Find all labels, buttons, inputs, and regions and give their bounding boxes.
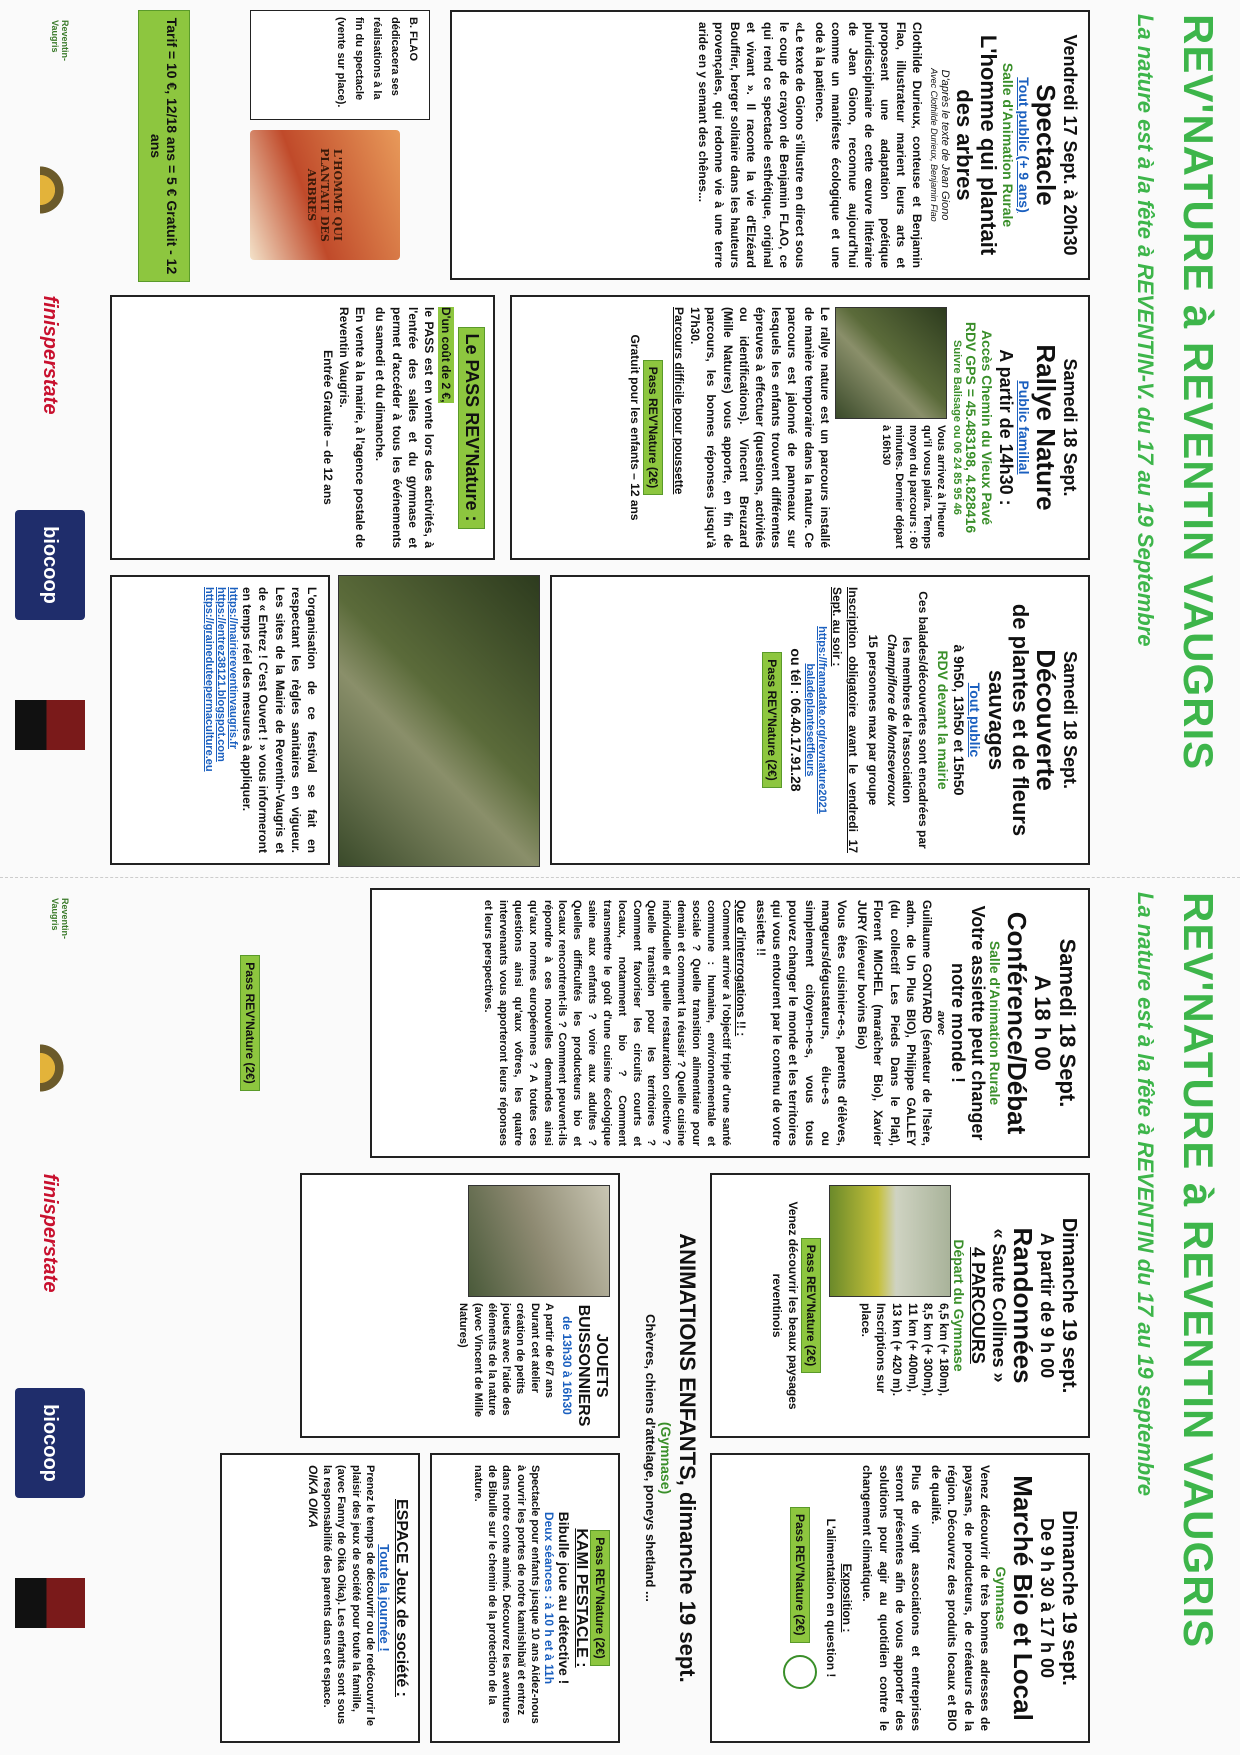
spectacle-title: L'homme qui plantait des arbres [951, 34, 1001, 256]
rallye-date: Samedi 18 Sept. [1060, 358, 1080, 497]
kami-title: KAMI PESTACLE : [573, 1528, 590, 1668]
conference-pass-wrap [120, 888, 360, 1158]
rallye-stroller: Parcours difficile pour poussette [672, 307, 687, 495]
spectacle-extra [110, 10, 440, 280]
conference-pass: Pass REV'Nature (2€) [240, 955, 260, 1091]
spectacle-venue: Salle d'Animation Rurale [999, 62, 1016, 228]
rando-depart: Départ du Gymnase [950, 1239, 967, 1372]
page1-logo-finisperstate: finisperstate [39, 295, 62, 415]
spectacle-signing-box [250, 10, 430, 120]
decouverte-text: Ces balades/découvertes sont encadrées par les membres de l'association [900, 591, 931, 849]
decouverte-inscription: Inscription obligatoire avant le vendredi 17 Sept. au soir : [829, 587, 860, 853]
conference-questions: Comment arriver à l'objectif triple d'une santé commune : humaine, environnementale et sociale ? Quelle transition alimentaire pour demain et comment la réussir ? Quelle cuisine individuelle et quelle restauration collective ? Quelle transition pour les territoires ? Comment favoriser les circuits courts et locaux, notamment bio ? Comment transmettre le goût d'une cuisine écologique saine aux enfants ? voire aux adultes ? Quelles difficultés les producteurs bio et locaux rencontrent-ils ? Comment peuvent-ils répondre à ces nouvelles demandes ainsi qu'aux normes européennes ? A toutes ces questions ainsi qu'aux vôtres, les quatre intervenants vous apporteront leurs réponses et leurs perspectives. [482, 900, 732, 1146]
page1-logo-biocoop: biocoop [15, 510, 85, 620]
page2-logos [0, 878, 100, 1755]
page2-banner-title: REV'NATURE à REVENTIN VAUGRIS [1175, 892, 1222, 1649]
spectacle-poster-text: L'HOMME QUI PLANTAIT DES ARBRES [305, 148, 345, 242]
spectacle-panel [450, 10, 1090, 280]
rallye-access: Accès Chemin du Vieux Pavé [978, 329, 995, 526]
decouverte-title: Découverte [1031, 649, 1061, 791]
jeux-panel [220, 1453, 420, 1743]
rallye-arrival: Vous arrivez à l'heure qu'il vous plaira. Temps moyen du parcours : 60 minutes. Dernier départ à 16h30 [879, 425, 947, 550]
decouverte-assoc: Champiflore de Montseveroux [884, 633, 899, 807]
conference-title: Votre assiette peut changer notre monde ! [947, 905, 988, 1141]
conference-date: Samedi 18 Sept. [1055, 938, 1080, 1108]
animations-pass: Pass REV'Nature (2€) [590, 1530, 610, 1666]
jeux-text: Prenez le temps de découvrir ou de redécouvrir le plaisir des jeux de société pour toute la famille, (avec Fanny de Oika Oika). Les enfants sont sous la responsabilité des parents dans cet espace. [321, 1465, 376, 1727]
kami-text: Spectacle pour enfants jusque 10 ans Aidez-nous à ouvrir les portes de notre kamishibaï et entrez dans notre conte animé. Découvrez les aventures de Bibulle sur le chemin de la protection de la nature. [471, 1465, 541, 1724]
page1-banner-title: REV'NATURE à REVENTIN VAUGRIS [1175, 14, 1222, 771]
decouverte-phone: ou tél : 06.40.17.91.28 [788, 648, 805, 792]
decouverte-title2: de plantes et de fleurs sauvages [983, 603, 1033, 837]
animations-sub: Chèvres, chiens d'attelage, poneys shetland ... [643, 1314, 658, 1602]
jouets-time: de 13h30 à 16h30 [560, 1316, 574, 1415]
kami-panel [430, 1453, 620, 1743]
conference-type: Conférence/Débat [1001, 911, 1032, 1135]
page2-logo-biocoop: biocoop [15, 1388, 85, 1498]
marche-date: Dimanche 19 sept. [1058, 1510, 1080, 1686]
pass-free: Entrée Gratuite – de 12 ans [320, 350, 335, 505]
page2-logo-mountain: Reventin-Vaugris [50, 898, 70, 940]
plants-photo [338, 575, 540, 867]
animations-title: ANIMATIONS ENFANTS, dimanche 19 sept. [675, 1233, 700, 1683]
conference-questions-title: Que d'interrogations !! : [733, 900, 748, 1037]
jeux-time: Toute la journée ! [377, 1544, 392, 1652]
rando-sub: « Saute Collines » [988, 1228, 1009, 1383]
marche-pass-wrap [783, 1465, 817, 1731]
marche-expo: L'alimentation en question ! [824, 1518, 839, 1678]
rallye-title: Rallye Nature [1031, 344, 1061, 511]
rando-text: Venez découvrir les beaux paysages reventinois [769, 1201, 800, 1410]
animations-venue: (Gymnase) [658, 1421, 674, 1495]
conference-panel [370, 888, 1090, 1158]
rallye-pass-wrap [643, 307, 663, 548]
rando-count: 4 PARCOURS [967, 1247, 988, 1364]
page2-logo-finisperstate: finisperstate [39, 1173, 62, 1293]
page1-logos [0, 0, 100, 877]
spectacle-price-box [138, 10, 190, 282]
spectacle-date: Vendredi 17 Sept. à 20h30 [1060, 34, 1080, 256]
page1-banner-subtitle: La nature est à la fête à REVENTIN-V. du 17 au 19 Septembre [1133, 14, 1158, 647]
conference-time: A 18 h 00 [1030, 975, 1055, 1071]
decouverte-times: à 9h50, 13h50 et 15h50 [951, 644, 968, 796]
pass-title-wrap [458, 307, 485, 548]
rando-body [821, 1185, 951, 1426]
spectacle-price: Tarif = 10 €, 12/18 ans = 5 € Gratuit - 12 ans [148, 17, 180, 275]
animations-header [630, 1173, 700, 1743]
pass-panel [110, 295, 495, 560]
rallye-photo [835, 307, 947, 419]
rallye-pass: Pass REV'Nature (2€) [643, 360, 663, 496]
organisation-panel [110, 575, 330, 865]
rando-inscr: Inscriptions sur place. [858, 1303, 889, 1394]
spectacle-quote: «Le texte de Giono s'illustre en direct sous le coup de crayon de Benjamin FLAO, ce qui rend ce spectacle esthétique, original et vivant ». Il raconte la vie d'Elzéard Bouffier, berger solitaire dans les hauteurs provençales, qui redonne vie à une terre aride en y semant des chênes... [695, 22, 808, 268]
spectacle-credits: Avec Clothilde Durieux, Benjamin Flao [929, 68, 940, 222]
rallye-free: Gratuit pour les enfants – 12 ans [627, 334, 642, 521]
jeux-oika: OIKA OIKA [305, 1465, 320, 1528]
flyer-page-1 [0, 0, 1240, 877]
rando-panel [710, 1173, 1090, 1438]
decouverte-link[interactable]: https://framadate.org/revnature2021 [816, 626, 829, 814]
marche-venue: Gymnase [992, 1566, 1009, 1630]
organisation-link1[interactable]: https://mairiereventinvaugris.fr [227, 587, 240, 749]
page2-rotated-canvas [0, 878, 1240, 1755]
spectacle-audience: Tout public (+ 9 ans) [1015, 77, 1032, 213]
decouverte-max: 15 personnes max par groupe [865, 634, 880, 806]
conference-text: Vous êtes cuisinier-e-s, parents d'élèves, mangeurs/dégustateurs, élu-e-s ou simplement citoyen-ne-s, vous tous pouvez changer le monde et les territoires qui vous entourent par le contenu de votre assiette !! [754, 900, 849, 1146]
kami-times: Deux séances : à 10 h et à 11h [542, 1511, 556, 1685]
rallye-panel [510, 295, 1090, 560]
decouverte-audience: Tout public [967, 682, 984, 758]
pass-title: Le PASS REV'Nature : [458, 327, 485, 529]
spectacle-signing: B. FLAO dédicacera ses réalisations à la fin du spectacle (vente sur place). [335, 17, 419, 108]
jouets-title: JOUETS BUISSONNIERS [575, 1304, 610, 1427]
jeux-title: ESPACE Jeux de société : [393, 1499, 410, 1697]
rando-time: A partir de 9 h 00 [1037, 1232, 1057, 1379]
decouverte-meeting: RDV devant la mairie [935, 650, 952, 790]
organisation-text: L'organisation de ce festival se fait en respectant les règles sanitaires en vigueur. Les sites de la Mairie de Reventin-Vaugris et de « Entrez ! C'est Ouvert ! » vous informeront en temps réel des mesures à appliquer. [240, 587, 319, 853]
pass-lead: D'un coût de 2 €, [439, 307, 453, 403]
page1-logo-mountain: Reventin-Vaugris [50, 20, 70, 62]
marche-time: De 9 h 30 à 17 h 00 [1037, 1517, 1057, 1679]
rando-pass: Pass REV'Nature (2€) [801, 1238, 821, 1374]
rallye-audience: Public familial [1015, 380, 1032, 475]
organisation-link3[interactable]: https://graineduteepermaculture.eu [203, 587, 216, 772]
conference-venue: Salle d'Animation Rurale [986, 940, 1003, 1106]
flyer-page-2 [0, 877, 1240, 1755]
jouets-body [310, 1185, 610, 1426]
pass-sale: En vente à la mairie, à l'agence postale de Reventin Vaugris. [337, 307, 368, 548]
page1-rotated-canvas [0, 0, 1240, 877]
page1-banner [1100, 0, 1240, 877]
page1-logo-red [15, 700, 85, 750]
decouverte-date: Samedi 18 Sept. [1060, 650, 1080, 790]
rando-route-3: 11 km (+ 400m), [905, 1303, 920, 1393]
decouverte-pass-wrap [762, 587, 782, 853]
decouverte-pass: Pass REV'Nature (2€) [762, 652, 782, 788]
spectacle-poster [250, 130, 400, 260]
page2-logo-red [15, 1578, 85, 1628]
rallye-time: A partir de 14h30 : [995, 349, 1016, 506]
organisation-link2[interactable]: https://entrez38121.blogspot.com [215, 587, 228, 762]
marche-pass: Pass REV'Nature (2€) [790, 1507, 810, 1643]
conference-guests: Guillaume GONTARD (sénateur de l'Isère, adm. de Un Plus BIO), Philippe GALLEY (du collectif Les Pieds Dans le Plat), Florent MICHEL (maraîcher Bio), Xavier JURY (éleveur bovins Bio) [855, 900, 934, 1146]
marche-text: Venez découvrir de très bonnes adresses de paysans, de producteurs, de créateurs de la région. Découvrez des produits locaux et BIO de qualité. [929, 1465, 992, 1731]
rallye-photo-row [837, 307, 947, 548]
jouets-text: A partir de 6/7 ans Durant cet atelier création de petits jouets avec l'aide des éléments de la nature (avec Vincent de Mille Natures) [457, 1303, 555, 1418]
decouverte-link2[interactable]: baladeplantesetfleurs [804, 663, 817, 777]
rallye-gps: RDV GPS = 45.483198, 4.828416 [962, 321, 979, 534]
pass-text: le PASS est en vente lors des activités, à l'entrée des salles et du gymnase et permet d'accéder à tous les événements du samedi et du dimanche. [373, 307, 436, 548]
marche-panel [710, 1453, 1090, 1743]
page2-banner [1100, 878, 1240, 1755]
bio-label-icon [783, 1655, 817, 1689]
rando-route-4: 13 km (+ 420 m). [889, 1303, 904, 1397]
rando-route-1: 6,5 km (+ 180m), [936, 1303, 951, 1397]
spectacle-type: Spectacle [1031, 84, 1061, 206]
decouverte-panel [550, 575, 1090, 865]
rando-photo [829, 1185, 951, 1297]
rando-routes [857, 1303, 951, 1428]
page2-logo-sun [40, 1038, 70, 1098]
animations-pass-wrap [590, 1465, 610, 1731]
rando-date: Dimanche 19 sept. [1058, 1217, 1080, 1394]
conference-with: avec [934, 1010, 947, 1036]
jouets-panel [300, 1173, 620, 1438]
kami-sub: Bibulle joue au détective ! [556, 1511, 572, 1685]
spectacle-text: Clothilde Durieux, conteuse et Benjamin Flao, illustrateur marient leurs arts et proposent une adaptation poétique pluridisciplinaire de cette œuvre littéraire de Jean Giono, reconnue aujourd'hui comme un manifeste écologique et une ode à la patience. [813, 22, 925, 268]
rando-pass-wrap [801, 1185, 821, 1426]
rallye-follow: Suivre Balisage ou 06 24 85 95 46 [950, 340, 963, 515]
marche-text2: Plus de vingt associations et entreprises seront présentes afin de vous apporter des solutions pour agir au quotidien contre le changement climatique. [860, 1465, 923, 1731]
page2-banner-subtitle: La nature est à la fête à REVENTIN du 17 au 19 septembre [1133, 892, 1158, 1496]
jouets-photo [468, 1185, 610, 1297]
page1-logo-sun [40, 160, 70, 220]
rando-route-2: 8,5 km (+ 300m), [921, 1303, 936, 1397]
rallye-text: Le rallye nature est un parcours installé de manière temporaire dans la nature. Ce parcours est jalonné de panneaux sur lesquels les enfants trouvent différentes épreuves à effectuer (questions, activités ou identifications). Vincent Breuzard (Mille Natures) vous apporte, en fin de parcours, les bonnes réponses jusqu'à 17h30. [688, 307, 832, 548]
rando-title: Randonnées [1008, 1227, 1038, 1384]
spectacle-source: D'après le texte de Jean Giono [939, 69, 952, 221]
marche-expo-title: Exposition : [840, 1563, 855, 1633]
marche-title: Marché Bio et Local [1008, 1475, 1038, 1721]
jouets-text-col [456, 1303, 610, 1428]
